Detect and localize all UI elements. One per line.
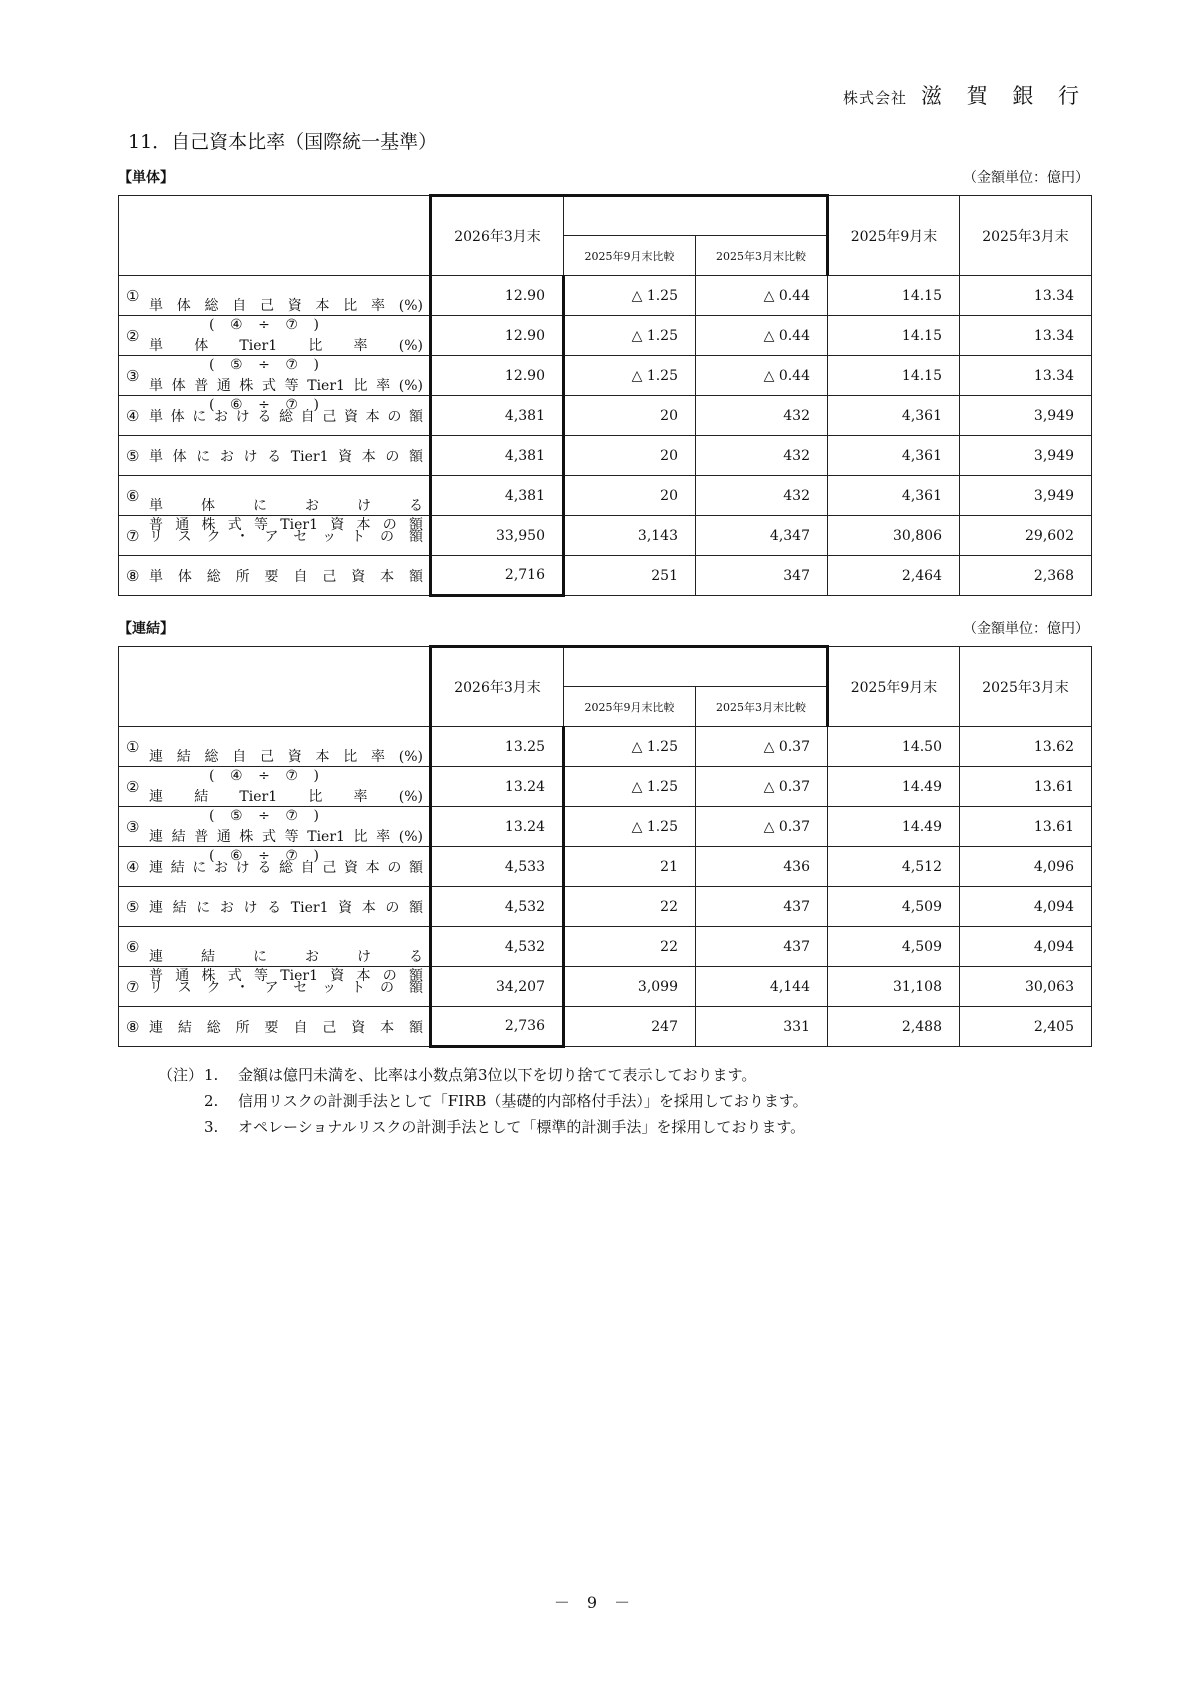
header-vs-sep: 2025年9月末比較 <box>564 236 696 276</box>
value-mar: 3,949 <box>960 396 1092 436</box>
value-main: 12.90 <box>431 276 564 316</box>
row-number: ⑤ <box>126 897 140 916</box>
value-main: 12.90 <box>431 316 564 356</box>
row-item-cell <box>119 436 431 476</box>
value-main: 13.24 <box>431 807 564 847</box>
row-item-label: 単体普通株式等Tier1比率(%) <box>149 377 423 394</box>
value-mar: 13.61 <box>960 767 1092 807</box>
company-name <box>843 80 1088 110</box>
value-vs-sep: 3,143 <box>564 516 696 556</box>
row-number: ⑤ <box>126 446 140 465</box>
value-mar: 2,405 <box>960 1007 1092 1047</box>
note-number: 1. <box>204 1066 219 1084</box>
value-vs-sep: △ 1.25 <box>564 727 696 767</box>
note-number: 3. <box>204 1118 219 1136</box>
capital-ratio-table-consolidated <box>118 645 1092 1048</box>
row-item-label: 連結普通株式等Tier1比率(%) <box>149 828 423 845</box>
row-item-label: 連結におけるTier1資本の額 <box>149 899 423 916</box>
value-vs-sep: △ 1.25 <box>564 807 696 847</box>
value-vs-sep: 22 <box>564 927 696 967</box>
row-item-label: 連結における総自己資本の額 <box>149 859 423 876</box>
value-main: 4,532 <box>431 887 564 927</box>
value-vs-sep: 21 <box>564 847 696 887</box>
value-sep: 4,361 <box>828 396 960 436</box>
value-mar: 13.34 <box>960 316 1092 356</box>
row-item-label: リスク・アセットの額 <box>149 979 423 996</box>
value-mar: 4,096 <box>960 847 1092 887</box>
header-mar-period: 2025年3月末 <box>960 647 1092 727</box>
value-vs-sep: △ 1.25 <box>564 316 696 356</box>
value-sep: 14.15 <box>828 316 960 356</box>
value-vs-sep: △ 1.25 <box>564 767 696 807</box>
row-item-cell <box>119 276 431 333</box>
row-item-cell <box>119 1007 431 1047</box>
table-label-consolidated: 【連結】 <box>118 621 174 637</box>
value-vs-mar: △ 0.37 <box>696 727 828 767</box>
row-item-cell <box>119 887 431 927</box>
value-vs-sep: △ 1.25 <box>564 356 696 396</box>
row-item-label: 連結総自己資本比率(%) <box>149 748 423 765</box>
note-item <box>158 1088 808 1114</box>
header-blank-cell <box>119 196 431 276</box>
value-sep: 14.49 <box>828 807 960 847</box>
value-sep: 4,512 <box>828 847 960 887</box>
value-main: 2,736 <box>431 1007 564 1047</box>
row-item-label: 単体におけるTier1資本の額 <box>149 448 423 465</box>
value-sep: 14.50 <box>828 727 960 767</box>
note-number: 2. <box>204 1092 219 1110</box>
row-item-sublabel: (④÷⑦) <box>209 316 319 333</box>
value-sep: 4,509 <box>828 927 960 967</box>
value-vs-mar: 432 <box>696 476 828 516</box>
value-vs-mar: △ 0.37 <box>696 767 828 807</box>
value-vs-sep: 20 <box>564 396 696 436</box>
value-vs-mar: △ 0.44 <box>696 316 828 356</box>
value-mar: 13.34 <box>960 276 1092 316</box>
row-item-sublabel: 普通株式等Tier1資本の額 <box>149 516 423 533</box>
value-sep: 14.49 <box>828 767 960 807</box>
company-prefix: 株式会社 <box>842 89 907 107</box>
value-sep: 31,108 <box>828 967 960 1007</box>
value-sep: 4,361 <box>828 476 960 516</box>
value-mar: 4,094 <box>960 887 1092 927</box>
value-mar: 29,602 <box>960 516 1092 556</box>
value-main: 4,532 <box>431 927 564 967</box>
header-comparison-group <box>564 647 828 687</box>
value-main: 13.24 <box>431 767 564 807</box>
row-item-label: 単体における総自己資本の額 <box>149 408 423 425</box>
note-text: オペレーショナルリスクの計測手法として「標準的計測手法」を採用しております。 <box>238 1118 806 1136</box>
unit-note-consolidated: （金額単位：億円） <box>963 621 1089 637</box>
row-number: ② <box>126 777 140 796</box>
value-main: 34,207 <box>431 967 564 1007</box>
value-vs-sep: 251 <box>564 556 696 596</box>
header-blank-cell <box>119 647 431 727</box>
note-item <box>158 1062 808 1088</box>
row-item-label: リスク・アセットの額 <box>149 528 423 545</box>
value-vs-sep: 22 <box>564 887 696 927</box>
value-mar: 30,063 <box>960 967 1092 1007</box>
value-vs-sep: 247 <box>564 1007 696 1047</box>
row-number: ① <box>126 286 140 305</box>
row-item-sublabel: (⑤÷⑦) <box>209 356 319 373</box>
row-item-label: 連結における <box>149 948 423 965</box>
row-item-label: 単体総所要自己資本額 <box>149 568 423 585</box>
table-row <box>119 887 1092 927</box>
value-vs-mar: 432 <box>696 436 828 476</box>
row-item-cell <box>119 727 431 784</box>
value-vs-mar: 437 <box>696 927 828 967</box>
row-item-sublabel: (⑥÷⑦) <box>209 847 319 864</box>
value-mar: 13.61 <box>960 807 1092 847</box>
header-main-period: 2026年3月末 <box>431 196 564 276</box>
value-vs-mar: 347 <box>696 556 828 596</box>
value-mar: 13.34 <box>960 356 1092 396</box>
row-item-sublabel: 普通株式等Tier1資本の額 <box>149 967 423 984</box>
value-main: 33,950 <box>431 516 564 556</box>
value-main: 4,381 <box>431 396 564 436</box>
value-mar: 2,368 <box>960 556 1092 596</box>
row-item-label: 単体における <box>149 497 423 514</box>
row-number: ④ <box>126 406 140 425</box>
header-comparison-group <box>564 196 828 236</box>
header-sep-period: 2025年9月末 <box>828 196 960 276</box>
row-number: ① <box>126 737 140 756</box>
table-row <box>119 276 1092 316</box>
header-main-period: 2026年3月末 <box>431 647 564 727</box>
row-number: ④ <box>126 857 140 876</box>
row-item-label: 連結総所要自己資本額 <box>149 1019 423 1036</box>
row-number: ③ <box>126 817 140 836</box>
table-row <box>119 556 1092 596</box>
value-vs-mar: △ 0.37 <box>696 807 828 847</box>
row-item-cell <box>119 476 431 533</box>
value-vs-mar: 432 <box>696 396 828 436</box>
value-vs-sep: △ 1.25 <box>564 276 696 316</box>
value-sep: 4,361 <box>828 436 960 476</box>
unit-note-standalone: （金額単位：億円） <box>963 170 1089 186</box>
company-main-name: 滋 賀 銀 行 <box>920 84 1088 108</box>
value-main: 13.25 <box>431 727 564 767</box>
note-text: 信用リスクの計測手法として「FIRB（基礎的内部格付手法）」を採用しております。 <box>238 1092 808 1110</box>
table-row <box>119 436 1092 476</box>
table-row <box>119 927 1092 967</box>
row-number: ⑦ <box>126 977 140 996</box>
value-vs-mar: 437 <box>696 887 828 927</box>
value-vs-mar: 4,347 <box>696 516 828 556</box>
value-vs-sep: 20 <box>564 436 696 476</box>
row-number: ⑧ <box>126 1017 140 1036</box>
value-vs-mar: △ 0.44 <box>696 276 828 316</box>
row-number: ⑥ <box>126 486 140 505</box>
value-main: 2,716 <box>431 556 564 596</box>
value-mar: 4,094 <box>960 927 1092 967</box>
value-sep: 14.15 <box>828 276 960 316</box>
value-vs-mar: 436 <box>696 847 828 887</box>
value-mar: 13.62 <box>960 727 1092 767</box>
note-text: 金額は億円未満を、比率は小数点第3位以下を切り捨てて表示しております。 <box>238 1066 757 1084</box>
header-mar-period: 2025年3月末 <box>960 196 1092 276</box>
notes <box>158 1062 808 1140</box>
value-mar: 3,949 <box>960 476 1092 516</box>
table-row <box>119 1007 1092 1047</box>
header-vs-sep: 2025年9月末比較 <box>564 687 696 727</box>
section-title: 11．自己資本比率（国際統一基準） <box>128 131 438 153</box>
note-item <box>158 1114 808 1140</box>
row-item-label: 単体Tier1比率(%) <box>149 337 423 354</box>
row-number: ⑥ <box>126 937 140 956</box>
header-vs-mar: 2025年3月末比較 <box>696 687 828 727</box>
value-vs-mar: △ 0.44 <box>696 356 828 396</box>
row-item-cell <box>119 927 431 984</box>
value-sep: 2,488 <box>828 1007 960 1047</box>
value-vs-sep: 20 <box>564 476 696 516</box>
row-item-cell <box>119 556 431 596</box>
value-sep: 4,509 <box>828 887 960 927</box>
header-vs-mar: 2025年3月末比較 <box>696 236 828 276</box>
value-sep: 30,806 <box>828 516 960 556</box>
row-item-label: 単体総自己資本比率(%) <box>149 297 423 314</box>
value-sep: 2,464 <box>828 556 960 596</box>
row-number: ⑧ <box>126 566 140 585</box>
row-item-sublabel: (④÷⑦) <box>209 767 319 784</box>
row-item-sublabel: (⑤÷⑦) <box>209 807 319 824</box>
row-number: ③ <box>126 366 140 385</box>
value-vs-mar: 4,144 <box>696 967 828 1007</box>
table-label-standalone: 【単体】 <box>118 170 174 186</box>
page-number: － 9 － <box>553 1593 637 1612</box>
header-sep-period: 2025年9月末 <box>828 647 960 727</box>
value-main: 4,381 <box>431 436 564 476</box>
value-main: 4,381 <box>431 476 564 516</box>
row-item-label: 連結Tier1比率(%) <box>149 788 423 805</box>
capital-ratio-table-standalone <box>118 194 1092 597</box>
value-mar: 3,949 <box>960 436 1092 476</box>
table-row <box>119 476 1092 516</box>
row-item-sublabel: (⑥÷⑦) <box>209 396 319 413</box>
value-main: 12.90 <box>431 356 564 396</box>
table-row <box>119 727 1092 767</box>
value-vs-sep: 3,099 <box>564 967 696 1007</box>
row-number: ② <box>126 326 140 345</box>
note-prefix: （注） <box>158 1066 204 1084</box>
row-number: ⑦ <box>126 526 140 545</box>
value-sep: 14.15 <box>828 356 960 396</box>
value-main: 4,533 <box>431 847 564 887</box>
value-vs-mar: 331 <box>696 1007 828 1047</box>
